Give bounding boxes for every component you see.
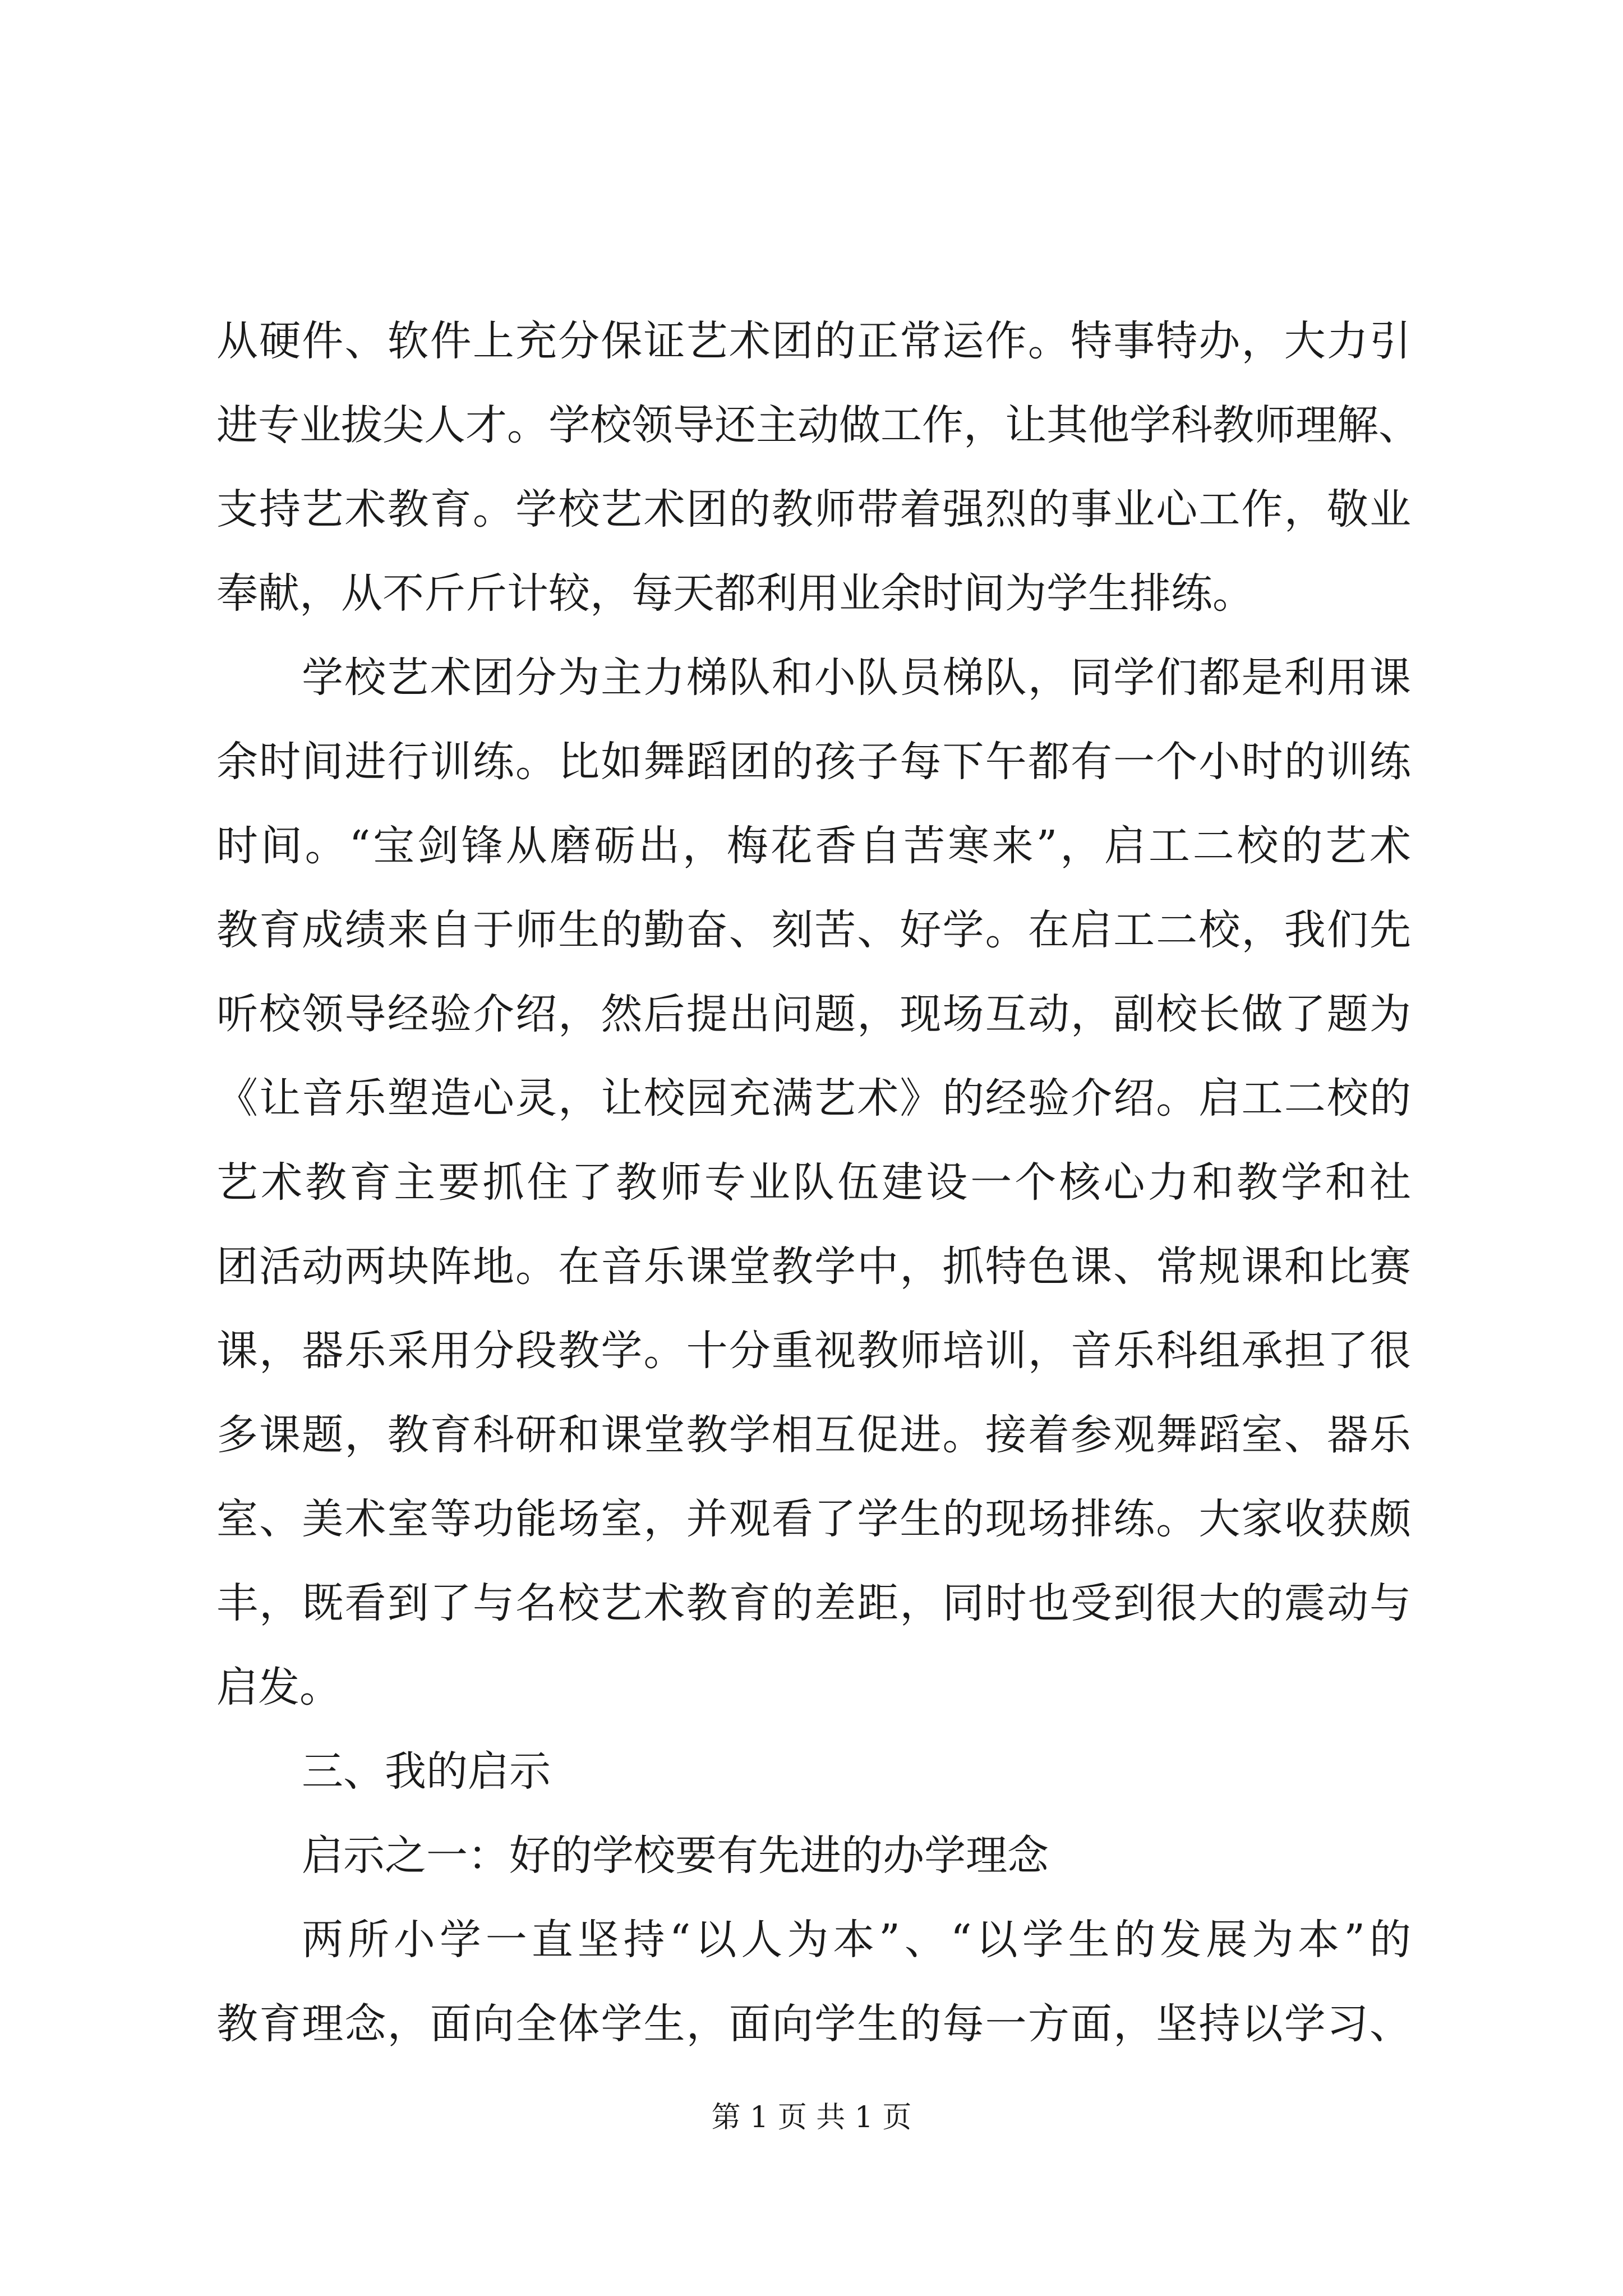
body-line: 时间。“宝剑锋从磨砺出，梅花香自苦寒来”，启工二校的艺术: [216, 822, 1411, 870]
body-line: 从硬件、软件上充分保证艺术团的正常运作。特事特办，大力引: [216, 317, 1411, 365]
body-line: 教育理念，面向全体学生，面向学生的每一方面，坚持以学习、: [216, 2000, 1411, 2048]
body-line: 团活动两块阵地。在音乐课堂教学中，抓特色课、常规课和比赛: [216, 1243, 1411, 1291]
body-line: 学校艺术团分为主力梯队和小队员梯队，同学们都是利用课: [302, 654, 1411, 702]
body-line: 启发。: [216, 1663, 341, 1711]
body-line: 听校领导经验介绍，然后提出问题，现场互动，副校长做了题为: [216, 990, 1411, 1038]
body-line: 多课题，教育科研和课堂教学相互促进。接着参观舞蹈室、器乐: [216, 1411, 1411, 1459]
body-line: 艺术教育主要抓住了教师专业队伍建设一个核心力和教学和社: [216, 1158, 1411, 1207]
body-line: 余时间进行训练。比如舞蹈团的孩子每下午都有一个小时的训练: [216, 738, 1411, 786]
section-heading: 三、我的启示: [302, 1747, 551, 1796]
body-line: 奉献，从不斤斤计较，每天都利用业余时间为学生排练。: [216, 569, 1254, 618]
body-line: 课，器乐采用分段教学。十分重视教师培训，音乐科组承担了很: [216, 1327, 1411, 1375]
body-line: 进专业拔尖人才。学校领导还主动做工作，让其他学科教师理解、: [216, 401, 1420, 449]
body-line: 室、美术室等功能场室，并观看了学生的现场排练。大家收获颇: [216, 1495, 1411, 1543]
body-line: 《让音乐塑造心灵，让校园充满艺术》的经验介绍。启工二校的: [216, 1074, 1411, 1122]
body-line: 两所小学一直坚持“以人为本”、“以学生的发展为本”的: [302, 1916, 1411, 1964]
subsection-heading: 启示之一：好的学校要有先进的办学理念: [302, 1832, 1049, 1880]
page-footer: 第 1 页 共 1 页: [711, 2101, 912, 2134]
body-line: 丰，既看到了与名校艺术教育的差距，同时也受到很大的震动与: [216, 1579, 1411, 1627]
body-line: 支持艺术教育。学校艺术团的教师带着强烈的事业心工作，敬业: [216, 485, 1411, 533]
body-line: 教育成绩来自于师生的勤奋、刻苦、好学。在启工二校，我们先: [216, 906, 1411, 954]
